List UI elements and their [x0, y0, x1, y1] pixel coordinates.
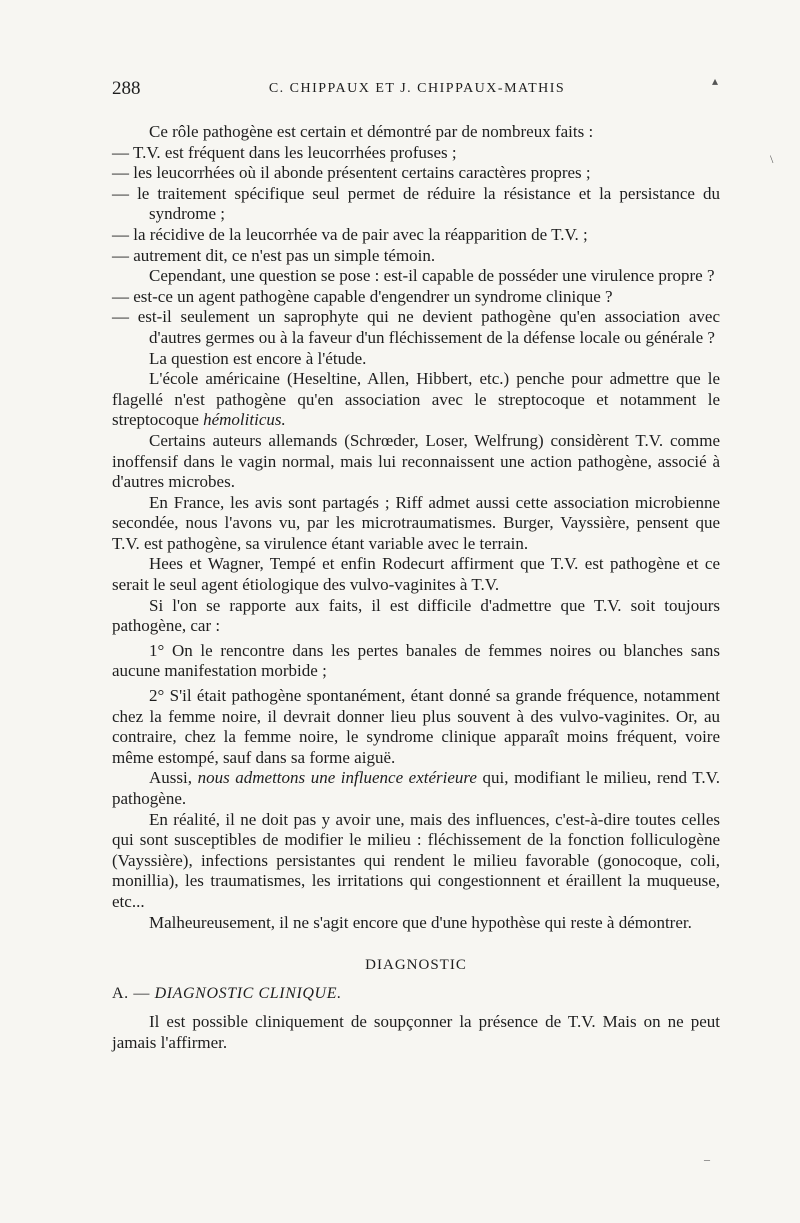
print-speck: ‒: [704, 1152, 710, 1166]
paragraph-text: L'école américaine (Heseltine, Allen, Hibbert, etc.) penche pour admettre que le flagellé n'est pathogène qu'en association avec le streptocoque et notamment le streptocoque: [112, 369, 720, 430]
page-number: 288: [112, 78, 141, 99]
paragraph: Hees et Wagner, Tempé et enfin Rodecurt affirment que T.V. est pathogène et ce serait le seul agent étiologique des vulvo-vaginites à T.V.: [112, 554, 720, 595]
italic-phrase: nous admettons une influence extérieure: [197, 768, 477, 788]
dash-item: — autrement dit, ce n'est pas un simple témoin.: [112, 245, 436, 265]
paragraph: [112, 369, 720, 431]
running-head-authors: C. CHIPPAUX ET J. CHIPPAUX-MATHIS: [268, 81, 566, 96]
paragraph: En France, les avis sont partagés ; Riff admet aussi cette association microbienne secondée, nous l'avons vu, par les microtraumatismes. Burger, Vayssière, pensent que T.V. est pathogène, sa virulence étant variable avec le terrain.: [112, 492, 720, 553]
numbered-item: 1° On le rencontre dans les pertes banales de femmes noires ou blanches sans aucune manifestation morbide ;: [112, 640, 720, 681]
paragraph: Ce rôle pathogène est certain et démontré par de nombreux faits :: [149, 122, 594, 141]
print-speck: ▴: [712, 74, 719, 88]
numbered-item: 2° S'il était pathogène spontanément, étant donné sa grande fréquence, notamment chez la femme noire, il devrait donner lieu plus souvent à des vulvo-vaginites. Or, au contraire, chez la femme noire, le syndrome clinique apparaît moins fréquent, voire même estompé, sauf dans sa forme aiguë.: [112, 686, 720, 767]
running-header: [112, 78, 722, 102]
italic-term: hémoliticus.: [203, 410, 286, 430]
paragraph: Malheureusement, il ne s'agit encore que d'une hypothèse qui reste à démontrer.: [149, 912, 692, 932]
subsection-title: [112, 984, 720, 1005]
dash-item: — les leucorrhées où il abonde présentent certains caractères propres ;: [112, 163, 591, 183]
print-speck: \: [770, 152, 774, 166]
dash-item: — T.V. est fréquent dans les leucorrhées profuses ;: [112, 142, 457, 162]
dash-item: — la récidive de la leucorrhée va de pair avec la réapparition de T.V. ;: [112, 224, 588, 244]
body-text: [112, 122, 720, 1054]
paragraph: Cependant, une question se pose : est-il capable de posséder une virulence propre ?: [149, 266, 715, 286]
dash-item: — est-ce un agent pathogène capable d'engendrer un syndrome clinique ?: [112, 286, 613, 306]
paragraph: En réalité, il ne doit pas y avoir une, mais des influences, c'est-à-dire toutes celles qui sont susceptibles de modifier le milieu : fléchissement de la fonction folliculogène (Vayssière), infections persistantes qui rendent le milieu favorable (gonocoque, coli, monillia), les traumatismes, les irritations qui congestionnent et éraillent la muqueuse, etc...: [112, 809, 720, 911]
paragraph-text: qui, modifiant le milieu, rend T.V. pathogène.: [112, 768, 721, 808]
section-title: DIAGNOSTIC: [365, 957, 467, 974]
paragraph: Certains auteurs allemands (Schrœder, Loser, Welfrung) considèrent T.V. comme inoffensif dans le vagin normal, mais lui reconnaissent une action pathogène, associé à d'autres microbes.: [112, 430, 720, 492]
paragraph: Si l'on se rapporte aux faits, il est difficile d'admettre que T.V. soit toujours pathogène, car :: [112, 595, 720, 636]
paragraph: Il est possible cliniquement de soupçonner la présence de T.V. Mais on ne peut jamais l'affirmer.: [112, 1012, 720, 1052]
dash-item: — le traitement spécifique seul permet de réduire la résistance et la persistance du syndrome ;: [112, 183, 720, 224]
subsection-prefix: A. —: [112, 984, 155, 1002]
subsection-name: DIAGNOSTIC CLINIQUE.: [154, 984, 342, 1002]
dash-item: — est-il seulement un saprophyte qui ne devient pathogène qu'en association avec d'autres germes ou à la faveur d'un fléchissement de la défense locale ou générale ?: [112, 307, 720, 347]
paragraph: La question est encore à l'étude.: [149, 348, 367, 368]
paragraph: [112, 768, 720, 809]
paragraph-text: Aussi,: [149, 768, 198, 788]
